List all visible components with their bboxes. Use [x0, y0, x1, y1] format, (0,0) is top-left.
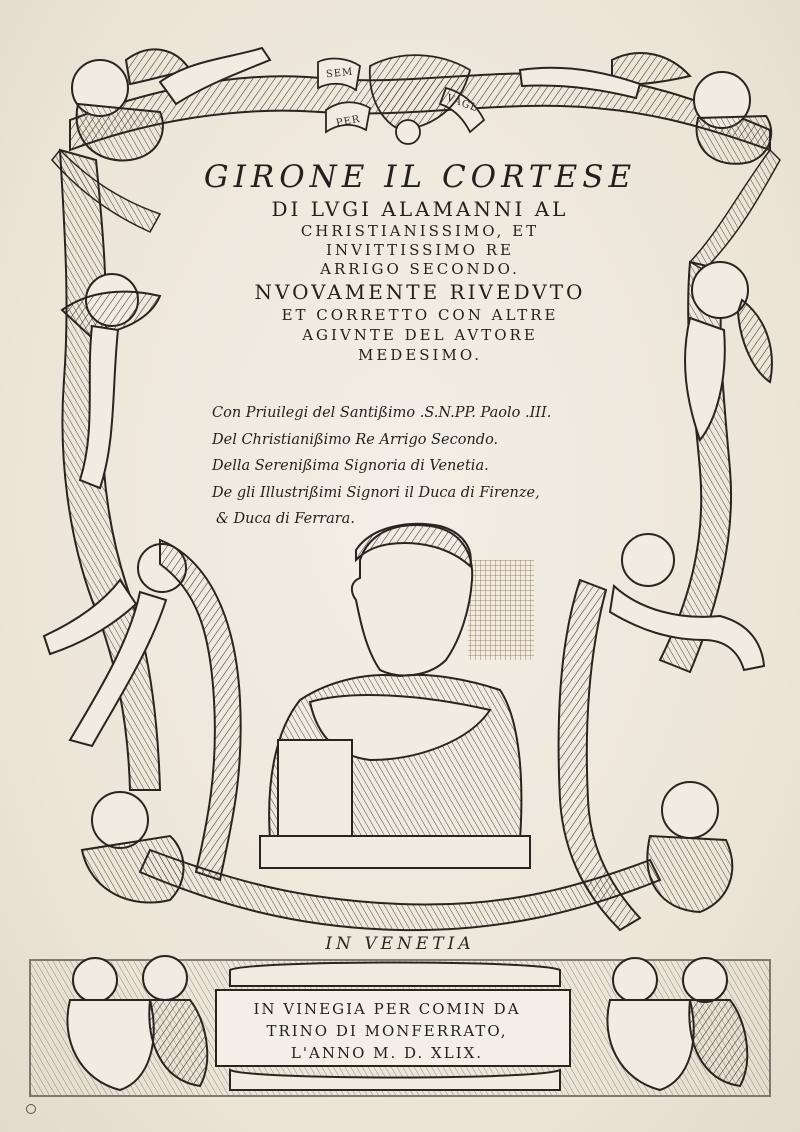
revision-line-3: AGIVNTE DEL AVTORE: [302, 326, 538, 344]
imprint-line: IN VINEGIA PER COMIN DA: [253, 1000, 521, 1018]
dedication-line-3: ARRIGO SECONDO.: [320, 260, 520, 278]
revision-line-4: MEDESIMO.: [357, 346, 483, 364]
author-line: DI LVGI ALAMANNI AL: [271, 197, 569, 221]
motto-word-3: VAGL: [445, 92, 480, 115]
motto-word-1: SEM: [325, 66, 354, 81]
privilege-line: Della Serenißima Signoria di Venetia.: [212, 458, 489, 474]
revision-line-1: NVOVAMENTE RIVEDVTO: [254, 280, 586, 304]
dedication-line-1: CHRISTIANISSIMO, ET: [300, 222, 540, 240]
revision-line-2: ET CORRETTO CON ALTRE: [281, 306, 559, 324]
title-block: [160, 158, 680, 365]
venetia-label: IN VENETIA: [325, 934, 475, 954]
privilege-line: Del Christianißimo Re Arrigo Secondo.: [212, 431, 499, 448]
privilege-line: & Duca di Ferrara.: [216, 511, 355, 527]
motto-word-2: PER: [335, 113, 362, 130]
imprint-block: [222, 998, 552, 1064]
dedication-line-2: INVITTISSIMO RE: [326, 241, 514, 259]
privilege-line: Con Priuilegi del Santißimo .S.N.PP. Paolo .III.: [212, 405, 552, 421]
book-title: GIRONE IL CORTESE: [203, 159, 637, 195]
page-mark-icon: [26, 1104, 36, 1114]
imprint-line: TRINO DI MONFERRATO,: [266, 1022, 508, 1040]
laurel-portrait-icon: [260, 524, 534, 868]
imprint-line: L'ANNO M. D. XLIX.: [290, 1044, 484, 1062]
privilege-line: De gli Illustrißimi Signori il Duca di Firenze,: [212, 484, 540, 501]
privileges-block: [212, 400, 632, 533]
